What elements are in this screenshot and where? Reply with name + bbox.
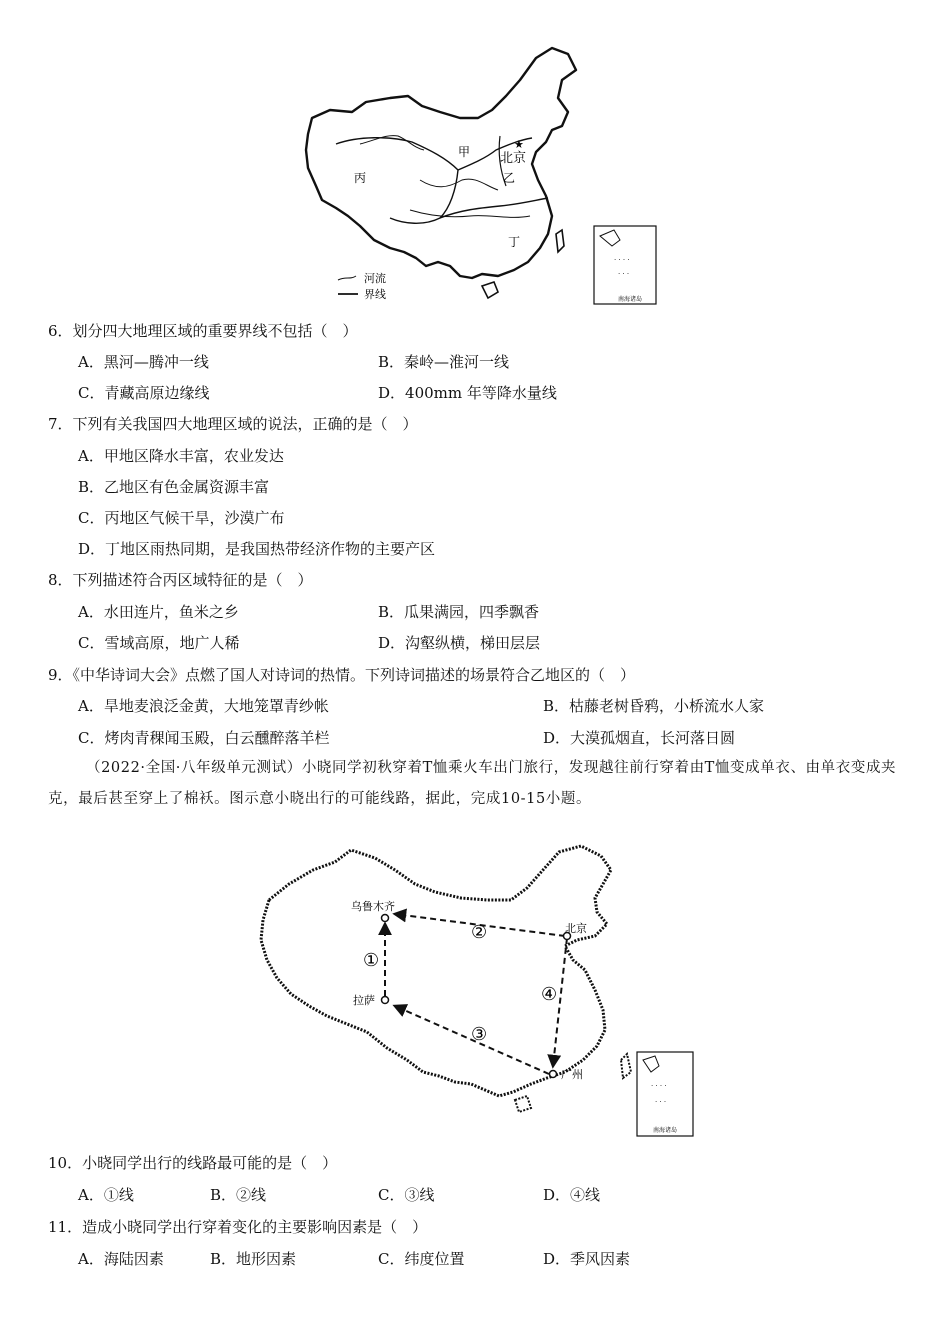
q6-option-d[interactable]: D．400mm 年等降水量线 — [378, 384, 557, 402]
q9-option-b[interactable]: B．枯藤老树昏鸦，小桥流水人家 — [543, 697, 765, 715]
q7-option-a[interactable]: A．甲地区降水丰富，农业发达 — [78, 447, 284, 465]
river-line — [410, 210, 530, 217]
legend-boundary-label: 界线 — [364, 288, 386, 301]
label-ding: 丁 — [508, 235, 521, 249]
beijing-star-icon: ★ — [514, 138, 524, 151]
label-bing: 丙 — [354, 171, 367, 185]
q8-option-c[interactable]: C．雪域高原，地广人稀 — [78, 634, 240, 652]
route-2-label: ② — [471, 922, 488, 943]
q9-option-c[interactable]: C．烤肉青稞闻玉殿，白云醺醉落羊栏 — [78, 729, 330, 747]
q8-stem: 8．下列描述符合丙区域特征的是（ ） — [48, 571, 313, 589]
q8-option-a[interactable]: A．水田连片，鱼米之乡 — [78, 603, 239, 621]
route-map — [255, 840, 695, 1140]
q6-stem: 6．划分四大地理区域的重要界线不包括（ ） — [48, 322, 358, 340]
inset-islands: · · · — [618, 270, 630, 278]
q10-option-d[interactable]: D．④线 — [543, 1186, 601, 1204]
hainan-island — [515, 1096, 531, 1112]
route-1-label: ① — [363, 950, 380, 971]
inset-label: 南海诸岛 — [618, 296, 643, 303]
q11-option-d[interactable]: D．季风因素 — [543, 1250, 631, 1268]
inset-islands: · · · · — [614, 256, 630, 264]
q7-option-d[interactable]: D．丁地区雨热同期，是我国热带经济作物的主要产区 — [78, 540, 436, 558]
city-guangzhou-marker — [550, 1071, 557, 1078]
taiwan-island — [621, 1054, 631, 1078]
q11-option-c[interactable]: C．纬度位置 — [378, 1250, 465, 1268]
q9-stem: 9．《中华诗词大会》点燃了国人对诗词的热情。下列诗词描述的场景符合乙地区的（ ） — [48, 666, 636, 684]
legend-river-label: 河流 — [364, 272, 386, 285]
city-urumqi-marker — [382, 915, 389, 922]
label-jia: 甲 — [458, 145, 471, 159]
q11-option-b[interactable]: B．地形因素 — [210, 1250, 297, 1268]
inset-islands: · · · · — [651, 1082, 667, 1090]
route-3-label: ③ — [471, 1024, 488, 1045]
boundary-line — [440, 198, 548, 218]
q10-option-b[interactable]: B．②线 — [210, 1186, 267, 1204]
q6-option-c[interactable]: C．青藏高原边缘线 — [78, 384, 210, 402]
passage-intro: （2022·全国·八年级单元测试）小晓同学初秋穿着T恤乘火车出门旅行，发现越往前行穿着由T恤变成单衣、由单衣变成夹克，最后甚至穿上了棉袄。图示意小晓出行的可能线路，据此，完成10-15小题。 — [48, 760, 897, 807]
taiwan-island — [556, 230, 564, 252]
q11-option-a[interactable]: A．海陆因素 — [78, 1250, 164, 1268]
inset-coast — [643, 1056, 659, 1072]
river-line — [420, 179, 498, 190]
inset-box — [594, 226, 656, 304]
q9-option-a[interactable]: A．旱地麦浪泛金黄，大地笼罩青纱帐 — [78, 697, 329, 715]
inset-coast — [600, 230, 620, 246]
q10-option-c[interactable]: C．③线 — [378, 1186, 435, 1204]
city-lhasa-marker — [382, 997, 389, 1004]
q7-stem: 7．下列有关我国四大地理区域的说法，正确的是（ ） — [48, 415, 418, 433]
hainan-island — [482, 282, 498, 298]
city-lhasa-label: 拉萨 — [353, 994, 375, 1007]
label-yi: 乙 — [503, 171, 516, 185]
q9-option-d[interactable]: D．大漠孤烟直，长河落日圆 — [543, 729, 736, 747]
q8-option-d[interactable]: D．沟壑纵横，梯田层层 — [378, 634, 541, 652]
q6-option-b[interactable]: B．秦岭—淮河一线 — [378, 353, 510, 371]
inset-label: 南海诸岛 — [653, 1127, 678, 1134]
legend-river-icon — [338, 276, 356, 280]
q11-stem: 11．造成小晓同学出行穿着变化的主要影响因素是（ ） — [48, 1218, 428, 1236]
china-outline — [306, 48, 576, 278]
q6-option-a[interactable]: A．黑河—腾冲一线 — [78, 353, 209, 371]
q10-stem: 10．小晓同学出行的线路最可能的是（ ） — [48, 1154, 338, 1172]
china-outline — [261, 846, 611, 1096]
label-beijing: 北京 — [500, 151, 527, 166]
regions-map — [300, 40, 670, 308]
q7-option-c[interactable]: C．丙地区气候干旱，沙漠广布 — [78, 509, 285, 527]
route-4-label: ④ — [541, 984, 558, 1005]
q10-option-a[interactable]: A．①线 — [78, 1186, 134, 1204]
q8-option-b[interactable]: B．瓜果满园，四季飘香 — [378, 603, 540, 621]
city-urumqi-label: 乌鲁木齐 — [351, 900, 395, 913]
q7-option-b[interactable]: B．乙地区有色金属资源丰富 — [78, 478, 270, 496]
city-beijing-label: 北京 — [565, 922, 587, 935]
inset-islands: · · · — [655, 1098, 667, 1106]
city-guangzhou-label: 广州 — [561, 1068, 583, 1081]
inset-box — [637, 1052, 693, 1136]
